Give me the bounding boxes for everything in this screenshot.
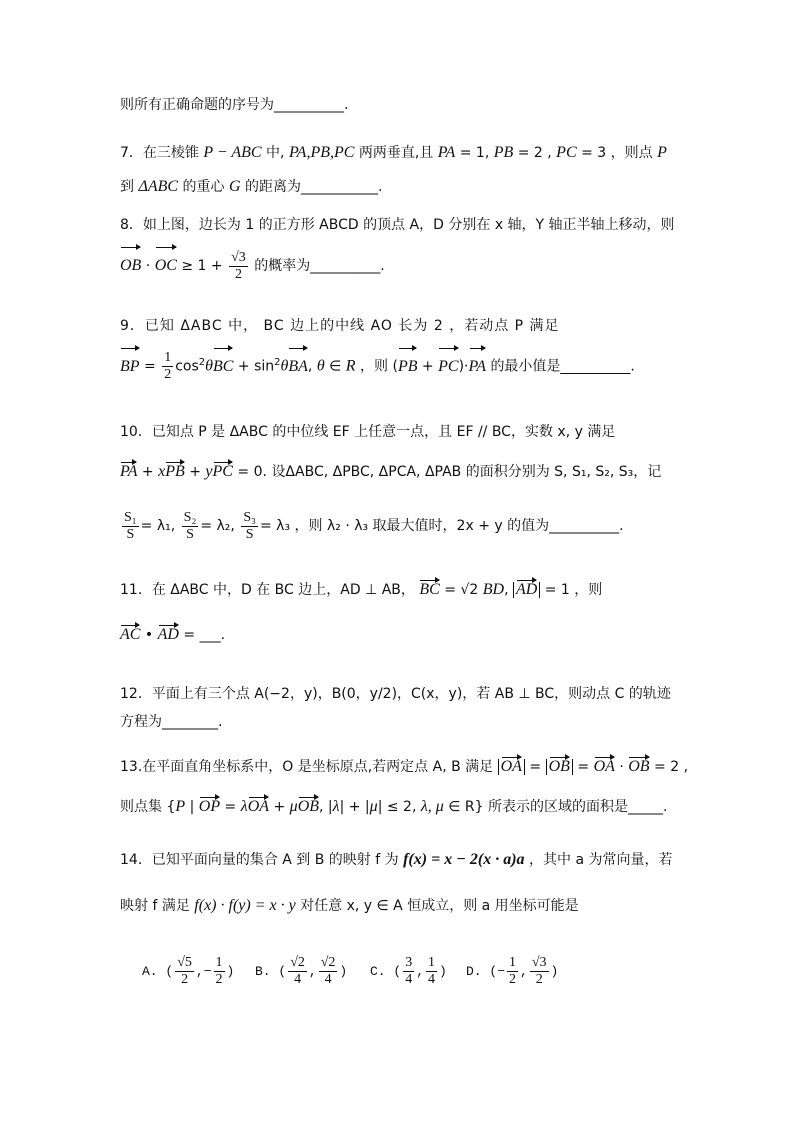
option-d[interactable]: D. (− $\frac{1}{2}$ , $\frac{√3}{2}$ )	[466, 955, 559, 987]
q8-vec-ob: OB	[120, 247, 141, 285]
q14-math-cond: f(x) · f(y) = x · y	[194, 897, 296, 914]
q8-frac-sqrt3-2: $\frac{√3}{2}$	[231, 249, 246, 282]
q11-line-1: 11．在 ΔABC 中，D 在 BC 边上，AD ⊥ AB， BC = √2 BD, AD = 1 ，则	[120, 581, 603, 598]
q9-frac-half: $\frac{1}{2}$	[164, 350, 172, 383]
q7-text-d: ，则点	[610, 145, 653, 161]
q13-line-1: 13.在平面直角坐标系中，O 是坐标原点,若两定点 A, B 满足 OA = OB = OA · OB = 2 ,	[120, 758, 689, 775]
q10-line-2: PA + xPB + yPC = 0. 设ΔABC, ΔPBC, ΔPCA, ΔPAB 的面积分别为 S, S₁, S₂, S₃，记	[120, 463, 662, 480]
q13-line-2	[120, 797, 684, 817]
q13-set-expr: {P | OP = λOA + μOB, |λ| + |μ| ≤ 2, λ, μ ∈ R}	[166, 798, 484, 815]
q9-vec-bp: BP	[120, 348, 140, 386]
q10-frac-2: $\frac{\text{S₂}}{S}$	[183, 509, 197, 542]
q9-line-2: BP = $\frac{1}{2}$ $\cos^2\theta BC + \sin^2\theta BA$, θ ∈ R ，则 (PB + PC)·PA 的最小值是__________.	[120, 344, 684, 386]
q7-text-e: 到	[120, 179, 134, 195]
q12-line-1	[120, 684, 684, 704]
q14-math-f: f(x) = x − 2(x · a)a	[403, 851, 525, 868]
q9-text-a: 9．已知 ΔABC 中， BC 边上的中线 AO 长为 2 ，若动点 P 满足	[120, 318, 560, 334]
q7-text-f: 的重心	[182, 179, 225, 195]
option-c[interactable]: C. ( $\frac{3}{4}$ , $\frac{1}{4}$ )	[370, 955, 447, 987]
q8-line-2: OB · OC ≥ 1 + $\frac{√3}{2}$ 的概率为__________.	[120, 247, 684, 285]
q11-vec-ad: AD	[157, 626, 179, 643]
q9-line-1	[120, 316, 684, 336]
q11-text-a: 11．在 ΔABC 中，D 在 BC 边上，AD ⊥ AB，	[120, 582, 415, 598]
q7-line-2	[120, 177, 684, 197]
q8-text-b: 的概率为__________.	[254, 258, 385, 274]
q11-text-c: = ___.	[183, 627, 226, 643]
q12-text-a: 12．平面上有三个点 A(−2，y)，B(0，y/2)，C(x，y)，若 AB ⊥ BC，则动点 C 的轨迹	[120, 686, 671, 702]
q11-text-b: ，则	[574, 582, 603, 598]
q14-text-c: 映射 f 满足	[120, 898, 190, 914]
q7-text-b: 中,	[266, 145, 285, 161]
option-a[interactable]: A. ( $\frac{√5}{2}$ ,− $\frac{1}{2}$ )	[142, 955, 235, 987]
q9-text-c: 的最小值是__________.	[490, 358, 635, 375]
q7-math-edges: PA,PB,PC	[288, 144, 355, 161]
q14-line-1	[120, 850, 684, 870]
q11-vec-bc: BC	[419, 581, 440, 598]
q7-math-pabc: P − ABC	[203, 144, 262, 161]
q11-vec-ac: AC	[120, 626, 141, 643]
q10-line-3: $\frac{\text{S₁}}{S}$ = λ₁, $\frac{\text{S₂}}{S}$ = λ₂, $\frac{\text{S₃}}{S}$ = λ₃ ，则 λ₂ · λ₃ 取最大值时，2x + y 的值为__________.	[124, 509, 624, 542]
q7-text-g: 的距离为___________.	[244, 179, 383, 195]
q10-line-1	[120, 422, 684, 442]
q7-math-pa: PA	[437, 144, 456, 161]
q11-line-2: AC • AD = ___.	[120, 626, 226, 643]
q7-text-c: 两两垂直,且	[358, 145, 434, 161]
q6-line	[120, 95, 684, 115]
q7-math-p: P	[657, 144, 667, 161]
q12-line-2	[120, 712, 684, 732]
q7-math-pc: PC	[556, 144, 577, 161]
q7-math-pb: PB	[493, 144, 514, 161]
q10-text-c: ，则 λ₂ · λ₃ 取最大值时，2x + y 的值为__________.	[294, 518, 624, 534]
q8-text-a: 8．如上图，边长为 1 的正方形 ABCD 的顶点 A，D 分别在 x 轴，Y 轴正半轴上移动，则	[120, 217, 675, 233]
q10-text-b: 设ΔABC, ΔPBC, ΔPCA, ΔPAB 的面积分别为 S, S₁, S₂, S₃，记	[271, 464, 662, 480]
q10-vec-pa: PA	[120, 463, 138, 480]
option-b[interactable]: B. ( $\frac{√2}{4}$ , $\frac{√2}{4}$ )	[255, 955, 348, 987]
q10-frac-3: $\frac{\text{S₃}}{S}$	[243, 509, 256, 542]
q9-text-b: ，则	[360, 358, 389, 375]
q7-text-a: 7．在三棱锥	[120, 145, 199, 161]
q14-line-2	[120, 896, 684, 916]
q7-math-g: G	[228, 178, 241, 195]
q12-text-b: 方程为________.	[120, 714, 223, 730]
q14-text-d: 对任意 x, y ∈ A 恒成立，则 a 用坐标可能是	[300, 898, 579, 914]
q14-text-a: 14．已知平面向量的集合 A 到 B 的映射 f 为	[120, 852, 399, 868]
q7-math-triangle: ΔABC	[138, 178, 179, 195]
q13-text-b: 则点集	[120, 799, 162, 815]
q7-line-1: 7．在三棱锥 P − ABC 中, PA,PB,PC 两两垂直,且 PA = 1, PB = 2 , PC = 3 ，则点 P	[120, 144, 667, 161]
q10-frac-1: $\frac{\text{S₁}}{S}$	[124, 509, 137, 542]
q10-text-a: 10．已知点 P 是 ΔABC 的中位线 EF 上任意一点，且 EF // BC，实数 x, y 满足	[120, 424, 616, 440]
q13-text-a: 13.在平面直角坐标系中，O 是坐标原点,若两定点 A, B 满足	[120, 759, 494, 775]
q13-text-c: 所表示的区域的面积是_____.	[488, 799, 668, 815]
q11-abs-ad: AD	[513, 582, 540, 598]
q8-vec-oc: OC	[155, 247, 177, 285]
q6-text: 则所有正确命题的序号为__________.	[120, 97, 349, 113]
q14-text-b: ，其中 a 为常向量，若	[529, 852, 673, 868]
q8-line-1	[120, 215, 684, 235]
